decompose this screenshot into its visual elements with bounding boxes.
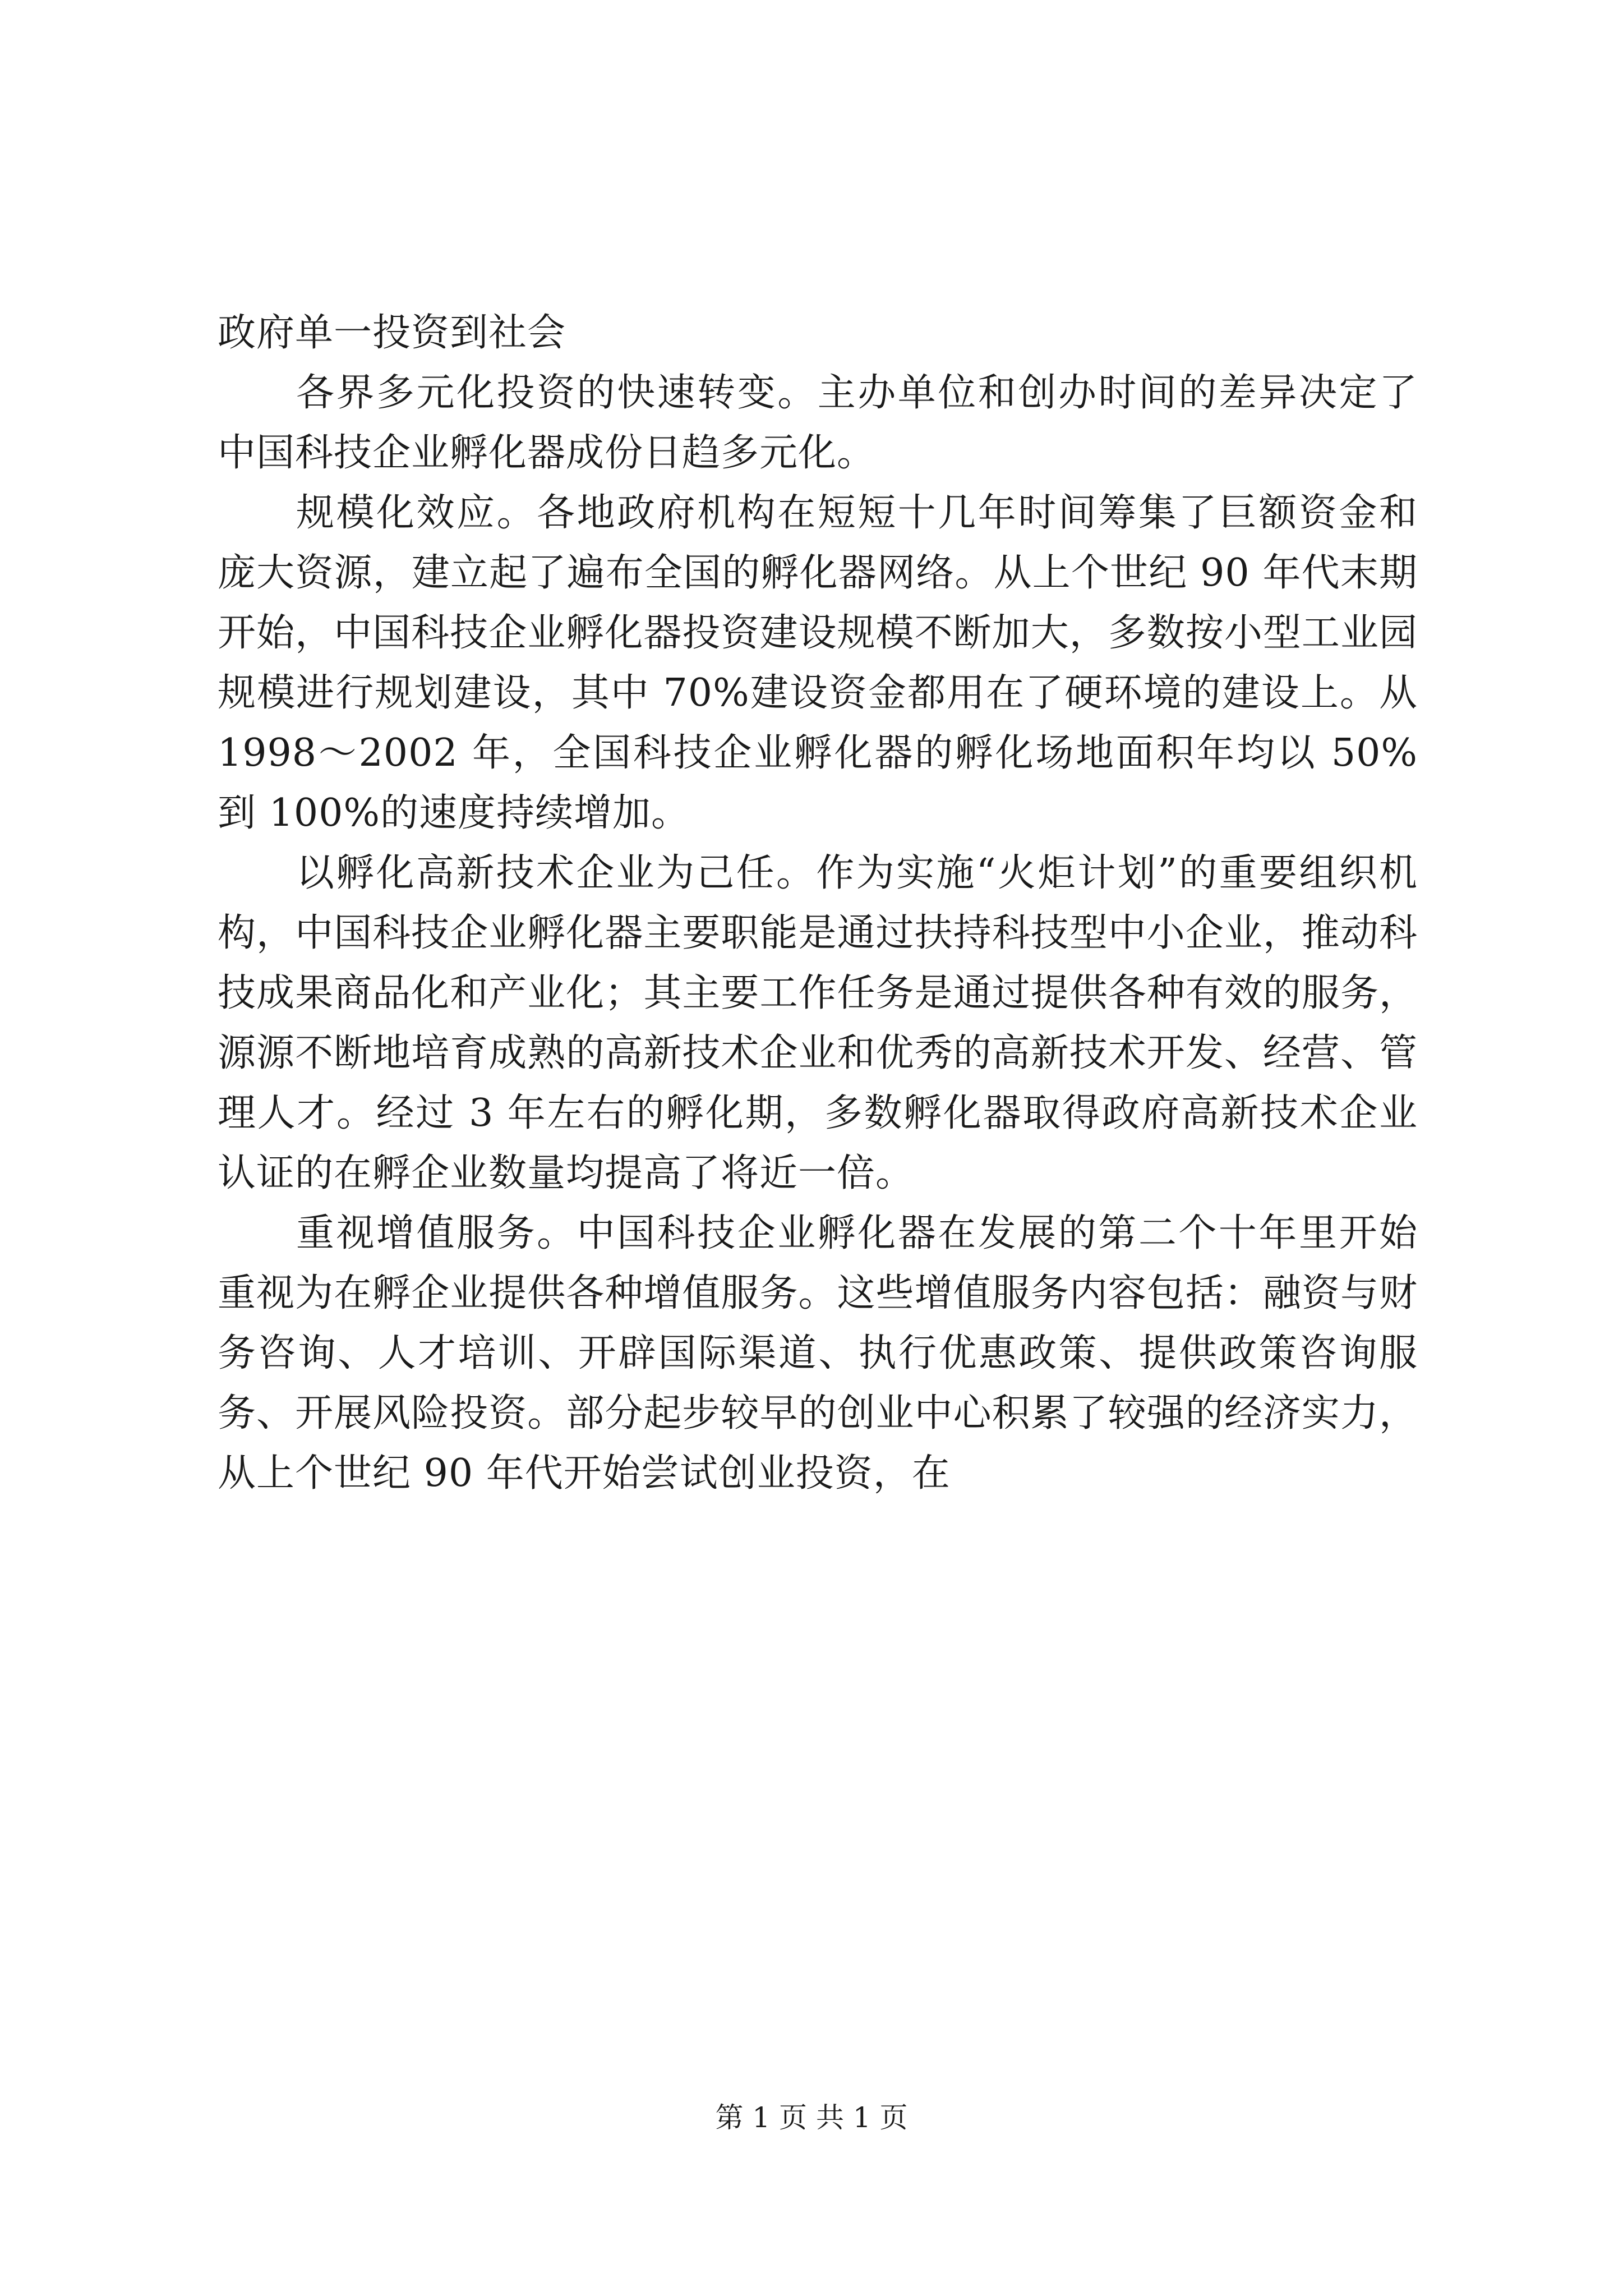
paragraph-3: 规模化效应。各地政府机构在短短十几年时间筹集了巨额资金和庞大资源，建立起了遍布全国的孵化器网络。从上个世纪 90 年代末期开始，中国科技企业孵化器投资建设规模不断加大，多数按小型工业园规模进行规划建设，其中 70%建设资金都用在了硬环境的建设上。从 1998～2002 年，全国科技企业孵化器的孵化场地面积年均以 50%到 100%的速度持续增加。 [218, 491, 1418, 835]
paragraph-2: 各界多元化投资的快速转变。主办单位和创办时间的差异决定了中国科技企业孵化器成份日趋多元化。 [218, 371, 1418, 475]
paragraph-5: 重视增值服务。中国科技企业孵化器在发展的第二个十年里开始重视为在孵企业提供各种增值服务。这些增值服务内容包括：融资与财务咨询、人才培训、开辟国际渠道、执行优惠政策、提供政策咨询服务、开展风险投资。部分起步较早的创业中心积累了较强的经济实力，从上个世纪 90 年代开始尝试创业投资，在 [218, 1211, 1418, 1496]
paragraph-4: 以孵化高新技术企业为己任。作为实施“火炬计划”的重要组织机构，中国科技企业孵化器主要职能是通过扶持科技型中小企业，推动科技成果商品化和产业化；其主要工作任务是通过提供各种有效的服务，源源不断地培育成熟的高新技术企业和优秀的高新技术开发、经营、管理人才。经过 3 年左右的孵化期，多数孵化器取得政府高新技术企业认证的在孵企业数量均提高了将近一倍。 [218, 851, 1418, 1195]
page-footer: 第 1 页 共 1 页 [715, 2101, 908, 2134]
paragraph-1: 政府单一投资到社会 [218, 311, 566, 355]
document-body [218, 303, 1418, 1503]
